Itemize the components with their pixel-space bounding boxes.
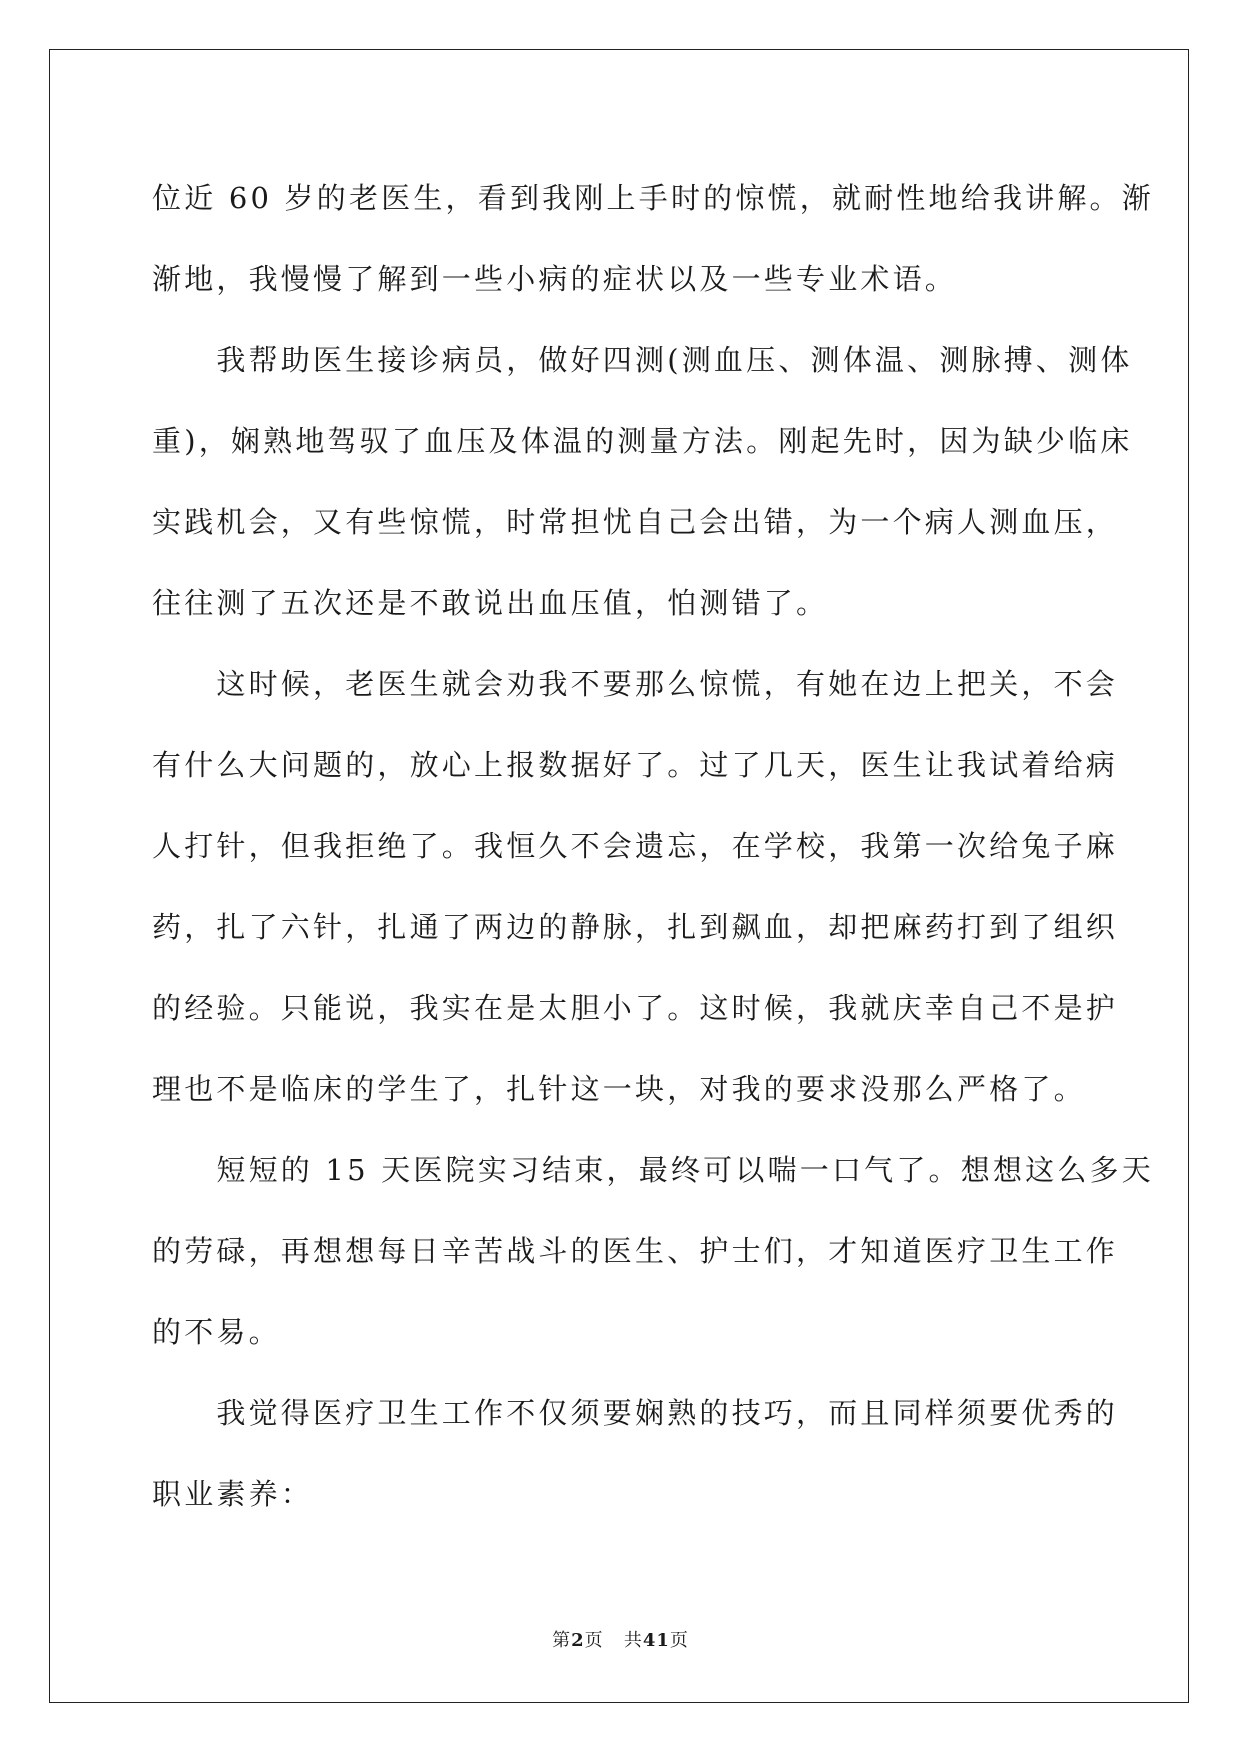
footer-page-number: 2 [571, 1630, 585, 1651]
text-line: 渐地，我慢慢了解到一些小病的症状以及一些专业术语。 [152, 262, 958, 296]
text-line: 职业素养： [152, 1477, 314, 1511]
text-line: 有什么大问题的，放心上报数据好了。过了几天，医生让我试着给病 [152, 748, 1119, 782]
text-line: 实践机会，又有些惊慌，时常担忧自己会出错，为一个病人测血压， [152, 505, 1119, 539]
text-line: 理也不是临床的学生了，扎针这一块，对我的要求没那么严格了。 [152, 1072, 1086, 1106]
text-line: 位近 60 岁的老医生，看到我刚上手时的惊慌，就耐性地给我讲解。渐 [152, 181, 1154, 215]
text-line: 重)，娴熟地驾驭了血压及体温的测量方法。刚起先时，因为缺少临床 [152, 424, 1133, 458]
text-line: 药，扎了六针，扎通了两边的静脉，扎到飙血，却把麻药打到了组织 [152, 910, 1119, 944]
footer-total-suffix: 页 [669, 1630, 689, 1651]
text-line: 我觉得医疗卫生工作不仅须要娴熟的技巧，而且同样须要优秀的 [152, 1396, 1119, 1430]
text-line: 的经验。只能说，我实在是太胆小了。这时候，我就庆幸自己不是护 [152, 991, 1119, 1025]
footer-total-prefix: 共 [623, 1630, 643, 1651]
text-line: 短短的 15 天医院实习结束，最终可以喘一口气了。想想这么多天 [152, 1153, 1154, 1187]
document-body [152, 158, 1154, 1535]
text-line: 的不易。 [152, 1315, 281, 1349]
footer-total-pages: 41 [642, 1630, 670, 1651]
text-line: 这时候，老医生就会劝我不要那么惊慌，有她在边上把关，不会 [152, 667, 1119, 701]
text-line: 的劳碌，再想想每日辛苦战斗的医生、护士们，才知道医疗卫生工作 [152, 1234, 1119, 1268]
text-line: 我帮助医生接诊病员，做好四测(测血压、测体温、测脉搏、测体 [152, 343, 1133, 377]
page-footer [0, 1626, 1241, 1652]
text-line: 往往测了五次还是不敢说出血压值，怕测错了。 [152, 586, 829, 620]
footer-page-suffix: 页 [584, 1630, 604, 1651]
footer-prefix: 第 [552, 1630, 572, 1651]
text-line: 人打针，但我拒绝了。我恒久不会遗忘，在学校，我第一次给兔子麻 [152, 829, 1119, 863]
